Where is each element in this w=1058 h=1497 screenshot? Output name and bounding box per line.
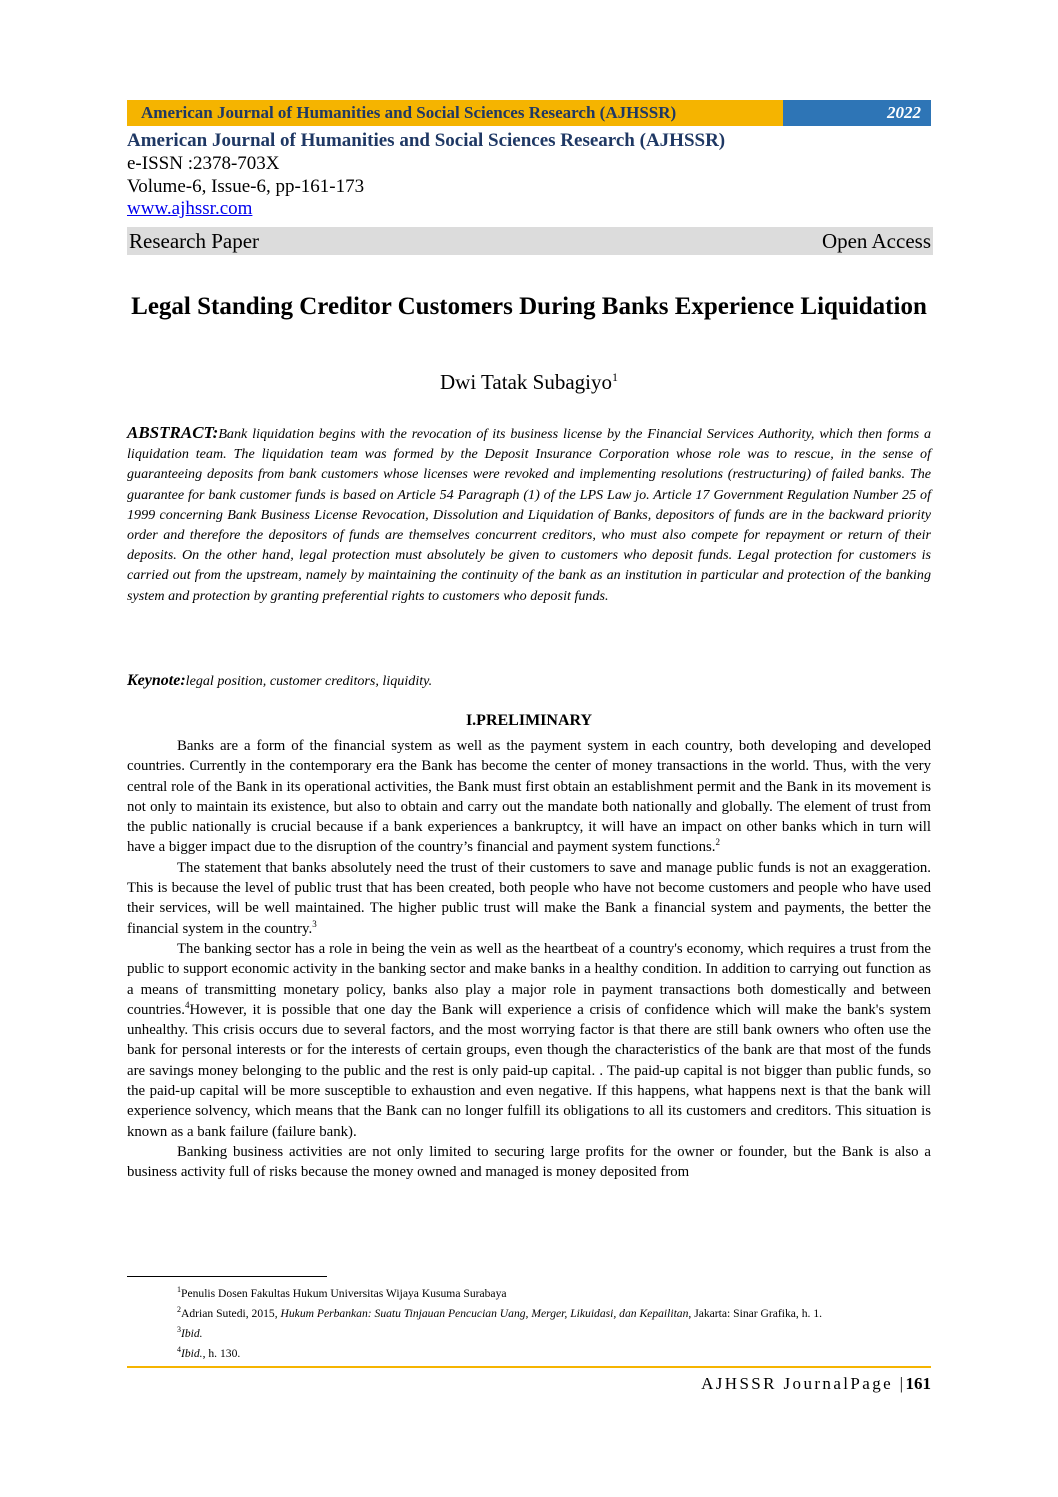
keywords	[127, 672, 931, 690]
footnote-ref[interactable]: 3	[312, 918, 317, 929]
footnote-ref[interactable]: 2	[715, 837, 720, 848]
footnote-2: $^2$Adrian Sutedi, 2015, Hukum Perbankan: Suatu Tinjauan Pencucian Uang, Merger, Likuidasi, dan Kepailitan, Jakarta: Sinar Grafika, h. 1.	[177, 1305, 823, 1320]
keywords-text: legal position, customer creditors, liquidity.	[185, 673, 433, 689]
paper-type: Research Paper	[129, 228, 260, 253]
section-heading: I.PRELIMINARY	[465, 712, 593, 729]
footnotes	[127, 1282, 931, 1362]
eissn: e-ISSN :2378-703X	[127, 153, 280, 174]
journal-link[interactable]: www.ajhssr.com	[127, 198, 253, 219]
author-name: Dwi Tatak Subagiyo	[440, 370, 612, 394]
footer-divider	[127, 1366, 931, 1368]
access-type: Open Access	[821, 228, 931, 253]
abstract	[127, 423, 931, 606]
paper-type-bar	[127, 227, 933, 255]
footer-label: AJHSSR JournalPage |	[701, 1374, 906, 1393]
page-footer	[127, 1374, 931, 1394]
paragraph: Banks are a form of the financial system as well as the payment system in each country, both developing and developed countries. Currently in the contemporary era the Bank has become the center of money transactions in the world. Thus, with the very central role of the Bank in its operational activities, the Bank must first obtain an establishment permit and the Bank in its movement is not only to maintain its existence, but also to obtain and carry out the mandate both nationally and globally. The element of trust from the public nationally is crucial because if a bank experiences a bankruptcy, it will have an impact on other banks which in turn will have a bigger impact due to the disruption of the country’s financial and payment system functions.$^2$	[127, 738, 931, 856]
paragraph: Banking business activities are not only limited to securing large profits for the owner or founder, but the Bank is also a business activity full of risks because the money owned and managed is money deposited from	[127, 1143, 931, 1181]
running-header	[127, 100, 931, 126]
journal-name: American Journal of Humanities and Social Sciences Research (AJHSSR)	[127, 130, 726, 151]
author-line	[127, 370, 931, 395]
abstract-label: ABSTRACT:	[127, 423, 219, 442]
footnote-1: $^1$Penulis Dosen Fakultas Hukum Universitas Wijaya Kusuma Surabaya	[177, 1285, 507, 1300]
footnote-4: $^4$Ibid., h. 130.	[177, 1345, 241, 1361]
body-text	[127, 736, 931, 1183]
paper-title: Legal Standing Creditor Customers During Banks Experience Liquidation	[131, 293, 927, 320]
footnote-3: $^3$Ibid.	[177, 1325, 203, 1340]
author-footnote-mark: 1	[611, 370, 618, 384]
running-header-year: 2022	[783, 100, 931, 126]
running-header-journal: American Journal of Humanities and Social Sciences Research (AJHSSR)	[127, 100, 783, 126]
keywords-label: Keynote:	[127, 672, 186, 689]
abstract-text: Bank liquidation begins with the revocation of its business license by the Financial Services Authority, which then forms a liquidation team. The liquidation team was formed by the Deposit Insurance Corporation whose role was to rescue, in the sense of guaranteeing deposits from bank customers whose licenses were revoked and implementing resolutions (restructuring) of failed banks. The guarantee for bank customer funds is based on Article 54 Paragraph (1) of the LPS Law jo. Article 17 Government Regulation Number 25 of 1999 concerning Bank Business License Revocation, Dissolution and Liquidation of Banks, depositors of funds are in the backward priority order and therefore the depositors of funds are themselves concurrent creditors, who must also compete for repayment or return of their deposits. On the other hand, legal protection must absolutely be given to customers who deposit funds. Legal protection for customers is carried out from the upstream, namely by maintaining the continuity of the bank as an institution in particular and protection of the banking system and protection by granting preferential rights to customers who deposit funds.	[127, 426, 931, 604]
volume-info: Volume-6, Issue-6, pp-161-173	[127, 176, 365, 197]
masthead	[127, 130, 931, 220]
paragraph: The banking sector has a role in being the vein as well as the heartbeat of a country's economy, which requires a trust from the public to support economic activity in the banking sector and make banks in a healthy condition. In addition to carrying out function as a means of transmitting monetary policy, banks also play a major role in payment transactions both domestically and between countries.$^4$However, it is possible that one day the Bank will experience a crisis of confidence which will make the bank's system unhealthy. This crisis occurs due to several factors, and the most worrying factor is that there are still bank owners who often use the bank for personal interests or for the interests of certain groups, even though the characteristics of the bank are that most of the funds are savings money belonging to the public and the rest is only paid-up capital. . The paid-up capital is not bigger than public funds, so the paid-up capital will be more susceptible to exhaustion and even negative. If this happens, what happens next is that the bank will experience solvency, which means that the Bank can no longer fulfill its obligations to all its customers and creditors. This situation is known as a bank failure (failure bank).	[127, 940, 931, 1140]
page-number: 161	[905, 1374, 931, 1393]
paragraph: The statement that banks absolutely need the trust of their customers to save and manage public funds is not an exaggeration. This is because the level of public trust that has been created, both people who have not become customers and people who have used their services, will be well maintained. The higher public trust will make the Bank a financial system and payments, the better the financial system in the country.$^3$	[127, 859, 931, 937]
footnote-divider	[127, 1276, 327, 1277]
footnote-ref[interactable]: 4	[184, 999, 190, 1010]
